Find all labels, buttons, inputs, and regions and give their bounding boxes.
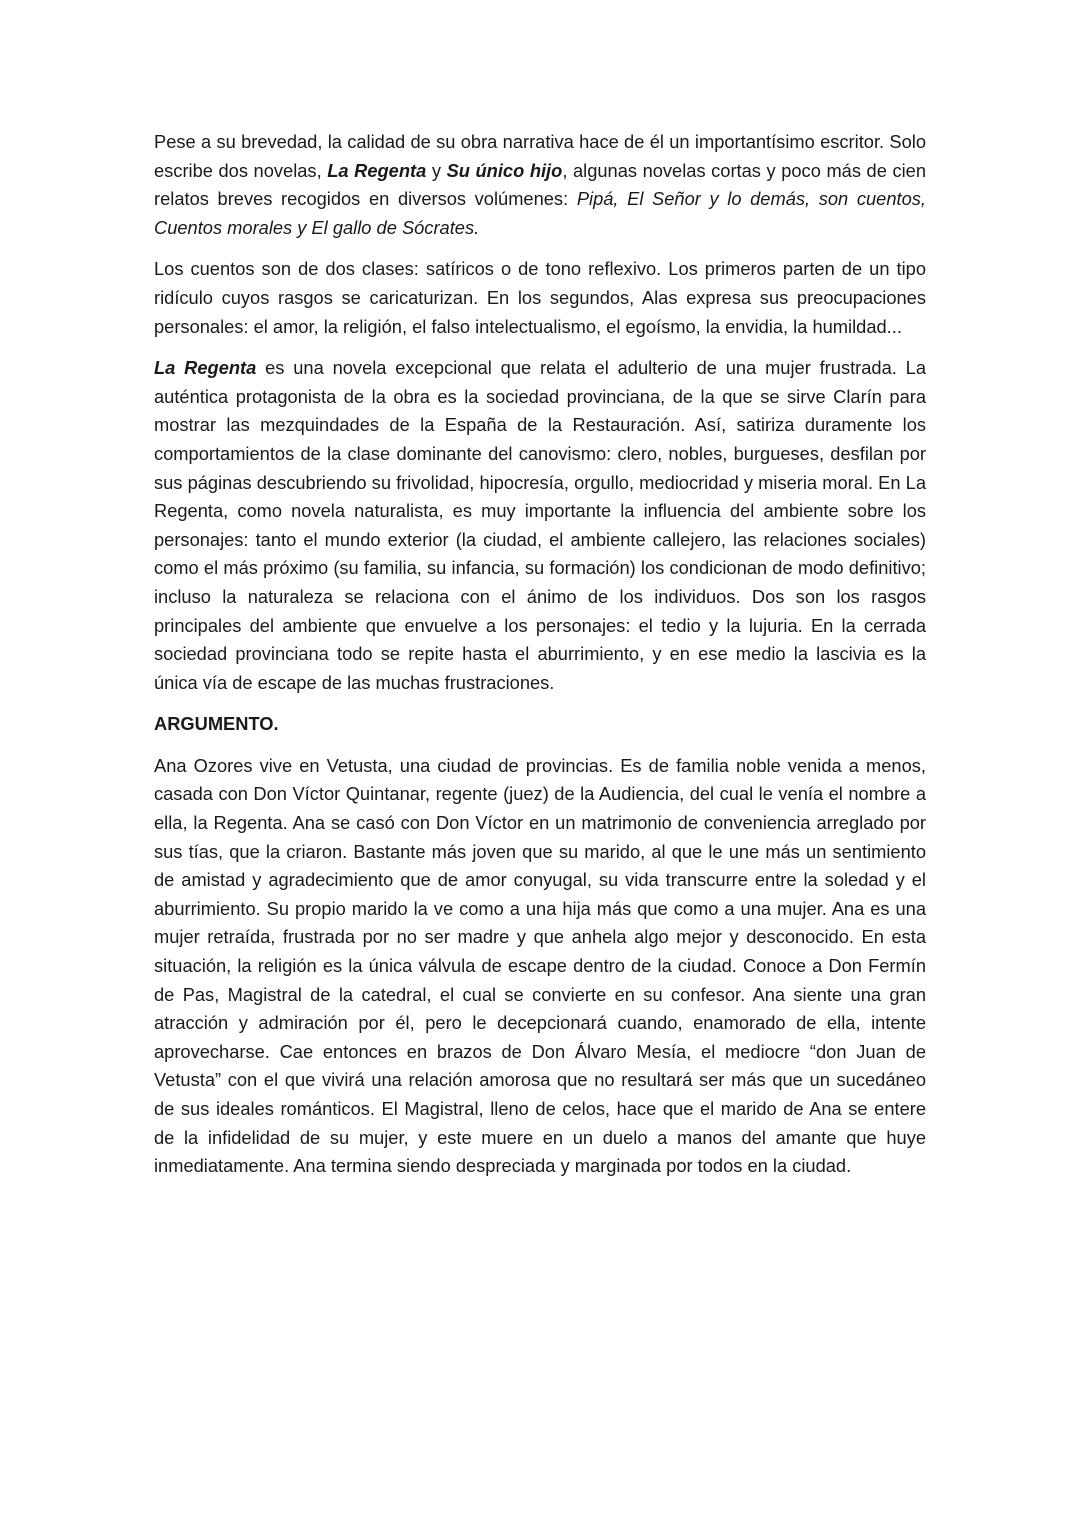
paragraph-works-text-c: , algunas novelas cortas y poco más de cien relatos breves recogidos en diversos volúmenes: [154, 159, 926, 210]
novel-title-la-regenta: La Regenta [327, 159, 427, 181]
paragraph-argumento-text: Ana Ozores vive en Vetusta, una ciudad de provincias. Es de familia noble venida a menos, casada con Don Víctor Quintanar, regente (juez) de la Audiencia, del cual le venía el nombre a ella, la Regenta. Ana se casó con Don Víctor en un matrimonio de conveniencia arreglado por sus tías, que la criaron. Bastante más joven que su marido, al que le une más un sentimiento de amistad y agradecimiento que de amor conyugal, su vida transcurre entre la soledad y el aburrimiento. Su propio marido la ve como a una hija más que como a una mujer. Ana es una mujer retraída, frustrada por no ser madre y que anhela algo mejor y desconocido. En esta situación, la religión es la única válvula de escape dentro de la ciudad. Conoce a Don Fermín de Pas, Magistral de la catedral, el cual se convierte en su confesor. Ana siente una gran atracción y admiración por él, pero le decepcionará cuando, enamorado de ella, intente aprovecharse. Cae entonces en brazos de Don Álvaro Mesía, el mediocre “don Juan de Vetusta” con el que vivirá una relación amorosa que no resultará ser más que un sucedáneo de sus ideales románticos. El Magistral, lleno de celos, hace que el marido de Ana se entere de la infidelidad de su mujer, y este muere en un duelo a manos del amante que huye inmediatamente. Ana termina siendo despreciada y marginada por todos en la ciudad. [154, 754, 926, 1177]
novel-title-su-unico-hijo: Su único hijo [446, 159, 563, 181]
paragraph-cuentos [154, 255, 926, 341]
section-heading-argumento: ARGUMENTO. [154, 713, 279, 735]
paragraph-la-regenta-text: es una novela excepcional que relata el adulterio de una mujer frustrada. La auténtica protagonista de la obra es la sociedad provinciana, de la que se sirve Clarín para mostrar las mezquindades de la España de la Restauración. Así, satiriza duramente los comportamientos de la clase dominante del canovismo: clero, nobles, burgueses, desfilan por sus páginas descubriendo su frivolidad, hipocresía, orgullo, mediocridad y miseria moral. En La Regenta, como novela naturalista, es muy importante la influencia del ambiente sobre los personajes: tanto el mundo exterior (la ciudad, el ambiente callejero, las relaciones sociales) como el más próximo (su familia, su infancia, su formación) los condicionan de modo definitivo; incluso la naturaleza se relaciona con el ánimo de los individuos. Dos son los rasgos principales del ambiente que envuelve a los personajes: el tedio y la lujuria. En la cerrada sociedad provinciana todo se repite hasta el aburrimiento, y en ese medio la lascivia es la única vía de escape de las muchas frustraciones. [154, 357, 926, 693]
story-collection-titles: Pipá, El Señor y lo demás, son cuentos, Cuentos morales y El gallo de Sócrates. [154, 188, 926, 238]
paragraph-works-text-a: Pese a su brevedad, la calidad de su obra narrativa hace de él un importantísimo escritor. Solo escribe dos novelas, [154, 131, 926, 181]
novel-title-la-regenta-2: La Regenta [154, 357, 257, 379]
paragraph-argumento [154, 752, 926, 1181]
paragraph-la-regenta [154, 354, 926, 697]
paragraph-works [154, 128, 926, 242]
paragraph-cuentos-text: Los cuentos son de dos clases: satíricos o de tono reflexivo. Los primeros parten de un tipo ridículo cuyos rasgos se caricaturizan. En los segundos, Alas expresa sus preocupaciones personales: el amor, la religión, el falso intelectualismo, el egoísmo, la envidia, la humildad... [154, 258, 926, 337]
paragraph-works-text-b: y [426, 159, 447, 181]
document-page [154, 128, 926, 1194]
